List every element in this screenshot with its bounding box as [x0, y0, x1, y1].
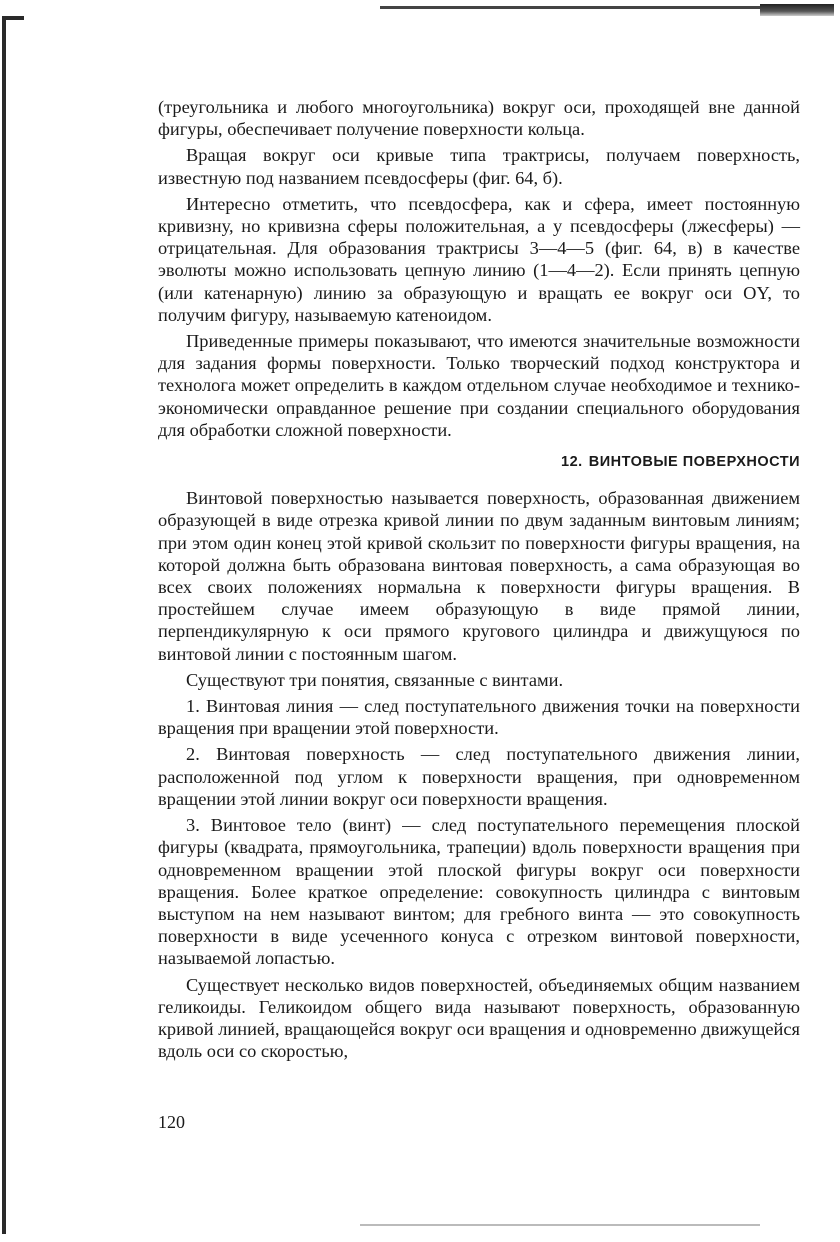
- list-item: 3. Винтовое тело (винт) — след поступательного перемещения плоской фигуры (квадрата, прямоугольника, трапеции) вдоль поверхности вращения при одновременном вращении этой плоской фигуры вокруг оси поверхности вращения. Более краткое определение: совокупность цилиндра с винтовым выступом на нем называют винтом; для гребного винта — это совокупность поверхности в виде усеченного конуса с отрезком винтовой поверхности, называемой лопастью.: [158, 815, 800, 969]
- section-number: 12.: [561, 454, 583, 471]
- paragraph: Существуют три понятия, связанные с винтами.: [186, 669, 564, 690]
- paragraph: (треугольника и любого многоугольника) вокруг оси, проходящей вне данной фигуры, обеспечивает получение поверхности кольца.: [158, 97, 800, 140]
- scan-corner-mark: [2, 16, 24, 20]
- scan-top-mark: [760, 4, 834, 16]
- body-text: [158, 96, 800, 1066]
- list-item: 1. Винтовая линия — след поступательного движения точки на поверхности вращения при вращении этой поверхности.: [158, 696, 800, 739]
- scan-edge-shadow: [2, 16, 6, 1234]
- paragraph: Приведенные примеры показывают, что имеются значительные возможности для задания формы поверхности. Только творческий подход конструктора и технолога может определить в каждом отдельном случае необходимое и технико-экономически оправданное решение при создании специального оборудования для обработки сложной поверхности.: [158, 331, 800, 440]
- page-number: 120: [158, 1112, 185, 1132]
- paragraph: Интересно отметить, что псевдосфера, как и сфера, имеет постоянную кривизну, но кривизна сферы положительная, а у псевдосферы (лжесферы) — отрицательная. Для образования трактрисы 3—4—5 (фиг. 64, в) в качестве эволюты можно использовать цепную линию (1—4—2). Если принять цепную (или катенарную) линию за образующую и вращать ее вокруг оси OY, то получим фигуру, называемую катеноидом.: [158, 193, 800, 325]
- paragraph: Вращая вокруг оси кривые типа трактрисы, получаем поверхность, известную под названием псевдосферы (фиг. 64, б).: [158, 145, 800, 188]
- paragraph: Винтовой поверхностью называется поверхность, образованная движением образующей в виде отрезка кривой линии по двум заданным винтовым линиям; при этом один конец этой кривой скользит по поверхности фигуры вращения, на которой должна быть образована винтовая поверхность, а сама образующая во всех своих положениях нормальна к поверхности фигуры вращения. В простейшем случае имеем образующую в виде прямой линии, перпендикулярную к оси прямого кругового цилиндра и движущуюся по винтовой линии с постоянным шагом.: [158, 488, 800, 664]
- scan-bottom-rule: [360, 1224, 760, 1226]
- section-heading: [158, 451, 800, 473]
- list-item: 2. Винтовая поверхность — след поступательного движения линии, расположенной под углом к поверхности вращения, при одновременном вращении этой линии вокруг оси поверхности вращения.: [158, 744, 800, 809]
- paragraph: Существует несколько видов поверхностей, объединяемых общим названием геликоиды. Геликоидом общего вида называют поверхность, образованную кривой линией, вращающейся вокруг оси вращения и одновременно движущейся вдоль оси со скоростью,: [158, 974, 800, 1062]
- section-title: ВИНТОВЫЕ ПОВЕРХНОСТИ: [588, 454, 800, 471]
